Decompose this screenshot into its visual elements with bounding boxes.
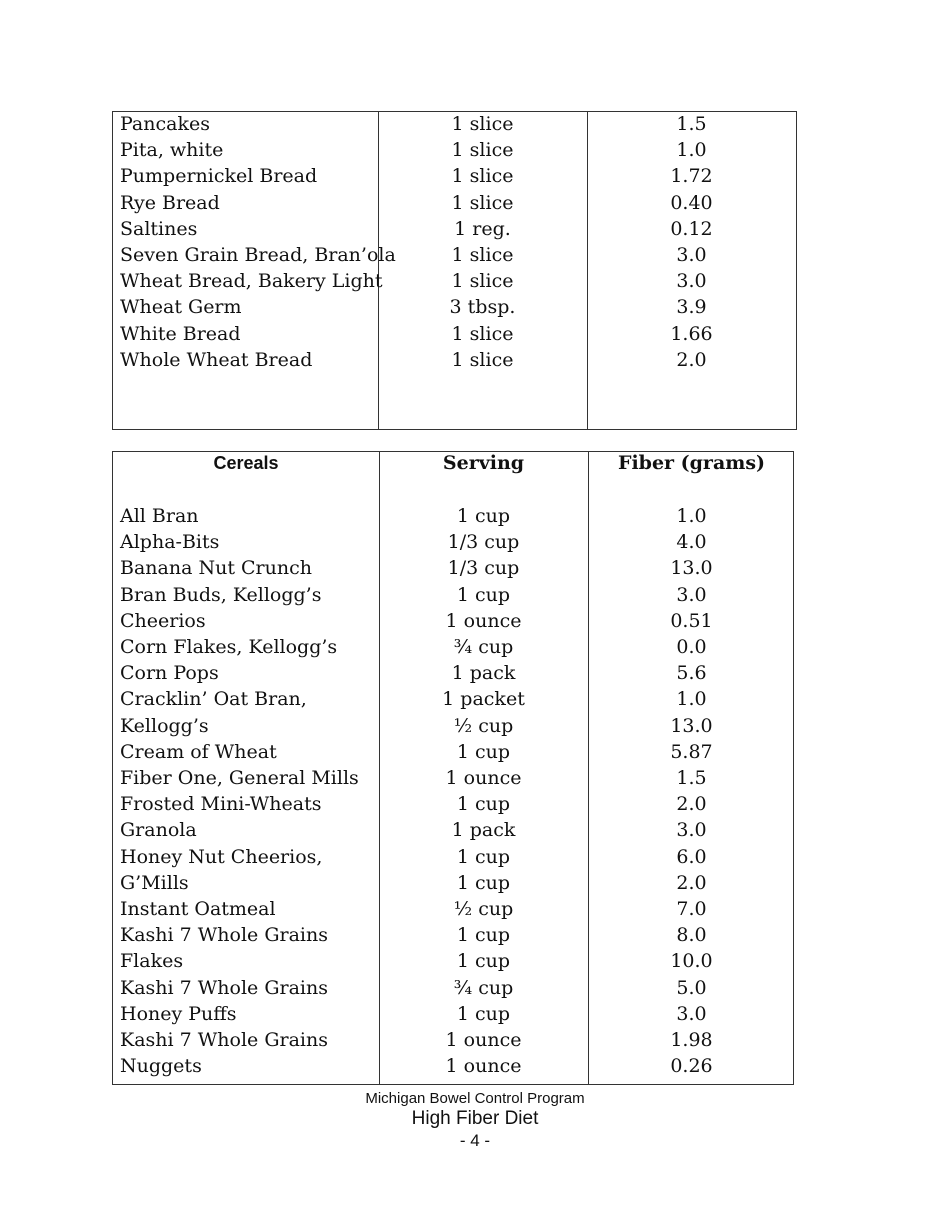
food-name: Kashi 7 Whole Grains (120, 976, 328, 999)
fiber-grams: 1.98 (670, 1029, 713, 1051)
table-row (113, 504, 793, 530)
serving-size: 1 cup (456, 845, 511, 868)
table-row (113, 112, 796, 138)
table-row (113, 243, 796, 269)
food-name: Kellogg’s (120, 714, 209, 737)
food-name: Banana Nut Crunch (120, 557, 312, 580)
fiber-grams: 0.26 (670, 1055, 713, 1078)
fiber-grams: 5.6 (676, 662, 707, 685)
food-name: Corn Pops (120, 662, 219, 685)
serving-size: ¾ cup (453, 976, 514, 999)
table-row (113, 269, 796, 295)
fiber-grams: 1.66 (670, 322, 713, 345)
food-name: G’Mills (120, 871, 189, 894)
serving-size: 1 slice (451, 348, 514, 371)
food-name: Cracklin’ Oat Bran, (120, 688, 307, 711)
food-name: Wheat Bread, Bakery Light (120, 270, 383, 293)
serving-size: ½ cup (453, 714, 514, 737)
fiber-grams: 0.40 (670, 191, 713, 214)
serving-size: 1 slice (451, 322, 514, 345)
fiber-grams: 13.0 (670, 714, 713, 737)
fiber-grams: 1.0 (676, 139, 707, 162)
food-name: All Bran (120, 505, 199, 527)
serving-size: ¾ cup (453, 636, 514, 658)
food-name: Honey Nut Cheerios, (120, 845, 323, 868)
serving-size: 1 slice (451, 139, 514, 162)
table-row (113, 687, 793, 713)
serving-size: 1 pack (451, 819, 516, 842)
fiber-grams: 2.0 (676, 871, 707, 894)
fiber-grams: 1.0 (676, 688, 707, 711)
serving-size: 1/3 cup (447, 557, 520, 580)
food-name: Corn Flakes, Kellogg’s (120, 636, 338, 658)
food-name: Nuggets (120, 1055, 202, 1078)
serving-size: 1/3 cup (447, 531, 520, 554)
table-row (113, 766, 793, 792)
fiber-grams: 3.0 (676, 583, 707, 606)
table-row (113, 740, 793, 766)
fiber-grams: 3.0 (676, 270, 707, 293)
serving-size: 1 cup (456, 1002, 511, 1025)
fiber-grams: 1.72 (670, 165, 713, 188)
table-row (113, 164, 796, 190)
food-name: Kashi 7 Whole Grains (120, 1029, 328, 1051)
table-row (113, 322, 796, 348)
food-name: White Bread (120, 322, 241, 345)
table-row (113, 138, 796, 164)
serving-size: 1 packet (442, 688, 525, 711)
table-row (113, 191, 796, 217)
serving-size: 1 ounce (445, 767, 522, 789)
table-row (113, 217, 796, 243)
food-name: Seven Grain Bread, Bran’ola (120, 244, 396, 266)
food-name: Wheat Germ (120, 296, 242, 319)
fiber-grams: 2.0 (676, 348, 707, 371)
fiber-column-header: Fiber (grams) (617, 452, 766, 474)
serving-size: 1 cup (456, 871, 511, 894)
serving-size: 1 reg. (454, 217, 511, 240)
footer-page-number: - 4 - (459, 1131, 491, 1150)
fiber-grams: 3.0 (676, 1002, 707, 1025)
fiber-grams: 0.51 (670, 609, 713, 632)
serving-size: 1 cup (456, 950, 511, 973)
table-row (113, 635, 793, 661)
fiber-grams: 1.5 (676, 113, 707, 135)
serving-size: 1 cup (456, 505, 511, 527)
food-name: Pumpernickel Bread (120, 165, 318, 188)
serving-column-header: Serving (442, 452, 525, 474)
fiber-grams: 1.0 (676, 505, 707, 527)
table-row (113, 556, 793, 582)
serving-size: 1 cup (456, 924, 511, 947)
table-row (113, 871, 793, 897)
serving-size: 1 pack (451, 662, 516, 685)
table-row (113, 792, 793, 818)
cereals-fiber-table (112, 451, 794, 1085)
table-row (113, 949, 793, 975)
table-row (113, 295, 796, 321)
food-name: Whole Wheat Bread (120, 348, 313, 371)
table-row (113, 976, 793, 1002)
serving-size: 1 ounce (445, 1055, 522, 1078)
footer-document-title: High Fiber Diet (411, 1108, 539, 1129)
fiber-grams: 3.0 (676, 244, 707, 266)
serving-size: 1 slice (451, 165, 514, 188)
cereals-column-header: Cereals (213, 453, 279, 473)
food-name: Saltines (120, 217, 198, 240)
table-row (113, 714, 793, 740)
food-name: Kashi 7 Whole Grains (120, 924, 328, 947)
food-name: Cheerios (120, 609, 206, 632)
serving-size: 1 slice (451, 191, 514, 214)
table-row (113, 897, 793, 923)
fiber-grams: 8.0 (676, 924, 707, 947)
food-name: Alpha-Bits (120, 531, 220, 554)
table-row (113, 1028, 793, 1054)
food-name: Granola (120, 819, 197, 842)
food-name: Fiber One, General Mills (120, 767, 359, 789)
food-name: Frosted Mini-Wheats (120, 793, 322, 816)
table-row (113, 530, 793, 556)
serving-size: 1 cup (456, 740, 511, 763)
fiber-grams: 13.0 (670, 557, 713, 580)
serving-size: 1 cup (456, 793, 511, 816)
food-name: Honey Puffs (120, 1002, 237, 1025)
serving-size: 1 slice (451, 244, 514, 266)
food-name: Rye Bread (120, 191, 220, 214)
fiber-grams: 5.87 (670, 740, 713, 763)
fiber-grams: 1.5 (676, 767, 707, 789)
food-name: Pancakes (120, 113, 210, 135)
fiber-grams: 0.12 (670, 217, 713, 240)
food-name: Flakes (120, 950, 184, 973)
table-row (113, 661, 793, 687)
serving-size: 1 slice (451, 113, 514, 135)
table-row (113, 1002, 793, 1028)
fiber-grams: 2.0 (676, 793, 707, 816)
fiber-grams: 7.0 (676, 898, 707, 920)
table-row (113, 1054, 793, 1080)
food-name: Pita, white (120, 139, 224, 162)
food-name: Instant Oatmeal (120, 898, 276, 920)
table-row (113, 609, 793, 635)
table-row (113, 923, 793, 949)
food-name: Bran Buds, Kellogg’s (120, 583, 322, 606)
table-row (113, 845, 793, 871)
table-row (113, 818, 793, 844)
serving-size: 3 tbsp. (449, 296, 516, 319)
fiber-grams: 6.0 (676, 845, 707, 868)
serving-size: 1 cup (456, 583, 511, 606)
fiber-grams: 3.0 (676, 819, 707, 842)
serving-size: 1 slice (451, 270, 514, 293)
breads-fiber-table (112, 111, 797, 430)
fiber-grams: 5.0 (676, 976, 707, 999)
serving-size: 1 ounce (445, 609, 522, 632)
serving-size: 1 ounce (445, 1029, 522, 1051)
footer-program-name: Michigan Bowel Control Program (365, 1090, 585, 1107)
table-row (113, 348, 796, 374)
table-row (113, 583, 793, 609)
fiber-grams: 4.0 (676, 531, 707, 554)
food-name: Cream of Wheat (120, 740, 277, 763)
fiber-grams: 3.9 (676, 296, 707, 319)
fiber-grams: 10.0 (670, 950, 713, 973)
serving-size: ½ cup (453, 898, 514, 920)
fiber-grams: 0.0 (676, 636, 707, 658)
